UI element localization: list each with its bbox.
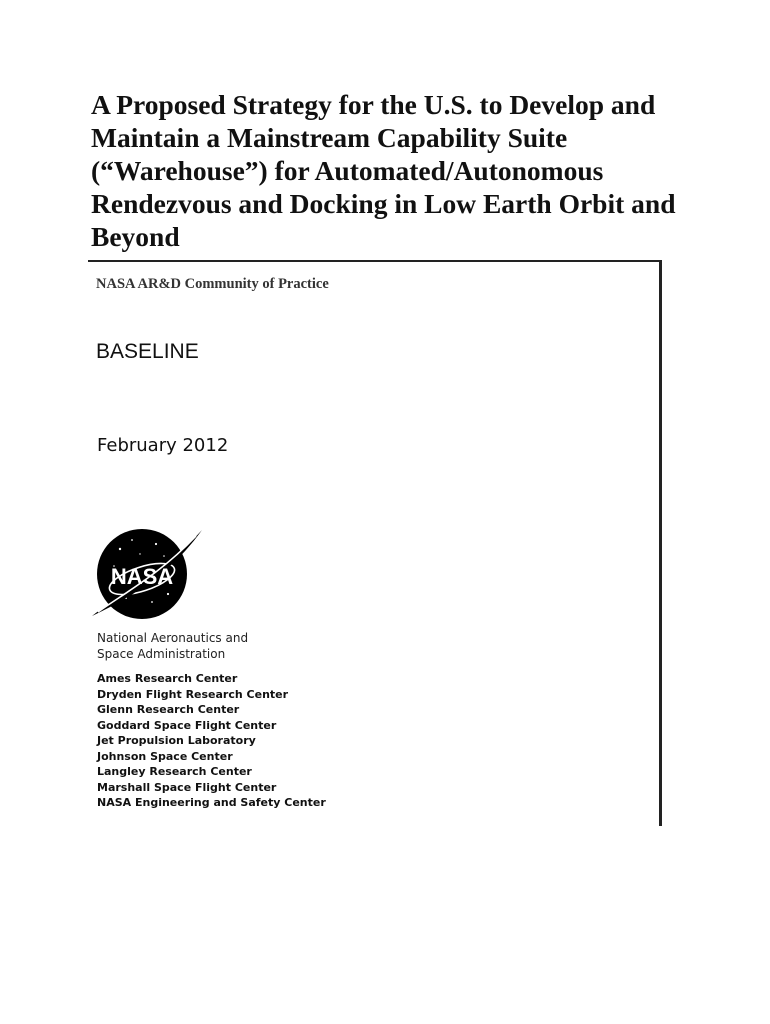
frame-top-rule: [88, 260, 662, 262]
title-line: Maintain a Mainstream Capability Suite: [91, 122, 568, 153]
agency-line: Space Administration: [97, 647, 226, 661]
document-title: [91, 88, 701, 253]
center-item: Langley Research Center: [97, 765, 252, 778]
center-item: Dryden Flight Research Center: [97, 687, 289, 701]
title-line: Rendezvous and Docking in Low Earth Orbit and: [91, 188, 676, 219]
document-status: BASELINE: [96, 340, 199, 363]
center-item: Goddard Space Flight Center: [97, 718, 277, 732]
community-name: NASA AR&D Community of Practice: [96, 276, 329, 292]
title-line: Beyond: [91, 221, 180, 252]
nasa-logo-graphic: [90, 524, 204, 624]
center-item: Johnson Space Center: [97, 749, 233, 763]
agency-line: National Aeronautics and: [97, 631, 249, 645]
center-item: NASA Engineering and Safety Center: [97, 796, 326, 809]
nasa-meatball-logo-icon: [90, 524, 204, 624]
centers-list: [97, 671, 326, 811]
center-item: Marshall Space Flight Center: [97, 780, 277, 794]
document-date: February 2012: [97, 435, 229, 456]
logo-wordmark: NASA: [110, 564, 174, 589]
title-line: A Proposed Strategy for the U.S. to Develop and: [91, 89, 656, 120]
title-line: (“Warehouse”) for Automated/Autonomous: [91, 155, 604, 186]
frame-right-rule: [659, 260, 662, 826]
center-item: Glenn Research Center: [97, 703, 240, 716]
center-item: Ames Research Center: [97, 672, 238, 685]
agency-name: [97, 630, 248, 662]
center-item: Jet Propulsion Laboratory: [97, 734, 256, 747]
